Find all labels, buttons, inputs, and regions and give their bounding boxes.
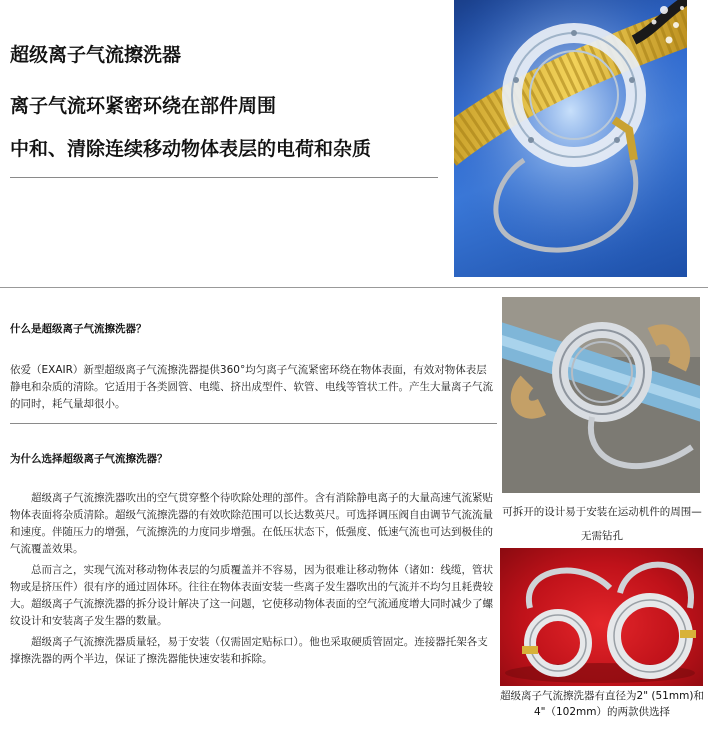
hero-product-photo bbox=[454, 0, 687, 277]
product-sizes-photo bbox=[500, 548, 703, 686]
section-body-why-3: 超级离子气流擦洗器质量轻，易于安装（仅需固定贴标口）。他也采取硬质管固定。连接器托架各支撑擦洗器的两个半边，保证了擦洗器能快速安装和拆除。 bbox=[10, 636, 488, 665]
header-divider bbox=[10, 177, 438, 178]
content-divider bbox=[10, 423, 497, 424]
section-heading-why: 为什么选择超级离子气流擦洗器？ bbox=[10, 453, 168, 465]
section-body-why-2: 总而言之，实现气流对移动物体表层的匀质覆盖并不容易，因为很难让移动物体（诸如：线缆，管状物或是挤压件）很有序的通过固体环。往往在物体表面安装一些离子发生器吹出的气流并不均匀且耗费较大。超级离子气流擦洗器的拆分设计解决了这一问题，它使移动物体表面的空气流通度增大同时减少了螺纹设计和安装离子发生器的数量。 bbox=[10, 564, 493, 627]
split-ring-install-illustration bbox=[502, 297, 700, 493]
section-body-why-1: 超级离子气流擦洗器吹出的空气贯穿整个待吹除处理的部件。含有消除静电离子的大量高速气流紧贴物体表面将杂质清除。超级气流擦洗器的有效吹除范围可以长达数英尺。可选择调压阀自由调节气流流量和速度。伴随压力的增强，气流擦洗的力度同步增强。在低压状态下，低强度、低速气流也可达到极佳的气流覆盖效果。 bbox=[10, 492, 493, 555]
section-heading-what: 什么是超级离子气流擦洗器？ bbox=[10, 323, 147, 335]
section-body-what: 依爱（EXAIR）新型超级离子气流擦洗器提供360°均匀离子气流紧密环绕在物体表面，有效对物体表层静电和杂质的清除。它适用于各类圆管、电缆、挤出成型件、软管、电线等管状工件。产生大量离子气流的同时，耗气量却很小。 bbox=[10, 364, 493, 410]
subtitle-line-2: 中和、清除连续移动物体表层的电荷和杂质 bbox=[10, 138, 372, 160]
image-caption-install: 可拆开的设计易于安装在运动机件的周围—无需钻孔 bbox=[502, 506, 702, 542]
ion-ring-illustration bbox=[454, 0, 687, 277]
image-caption-sizes: 超级离子气流擦洗器有直径为2" (51mm)和4"（102mm）的两款供选择 bbox=[500, 690, 704, 718]
two-sizes-illustration bbox=[500, 548, 703, 686]
page-title: 超级离子气流擦洗器 bbox=[10, 44, 182, 66]
installation-photo bbox=[502, 297, 700, 493]
section-divider bbox=[0, 287, 708, 288]
subtitle-line-1: 离子气流环紧密环绕在部件周围 bbox=[10, 95, 277, 117]
